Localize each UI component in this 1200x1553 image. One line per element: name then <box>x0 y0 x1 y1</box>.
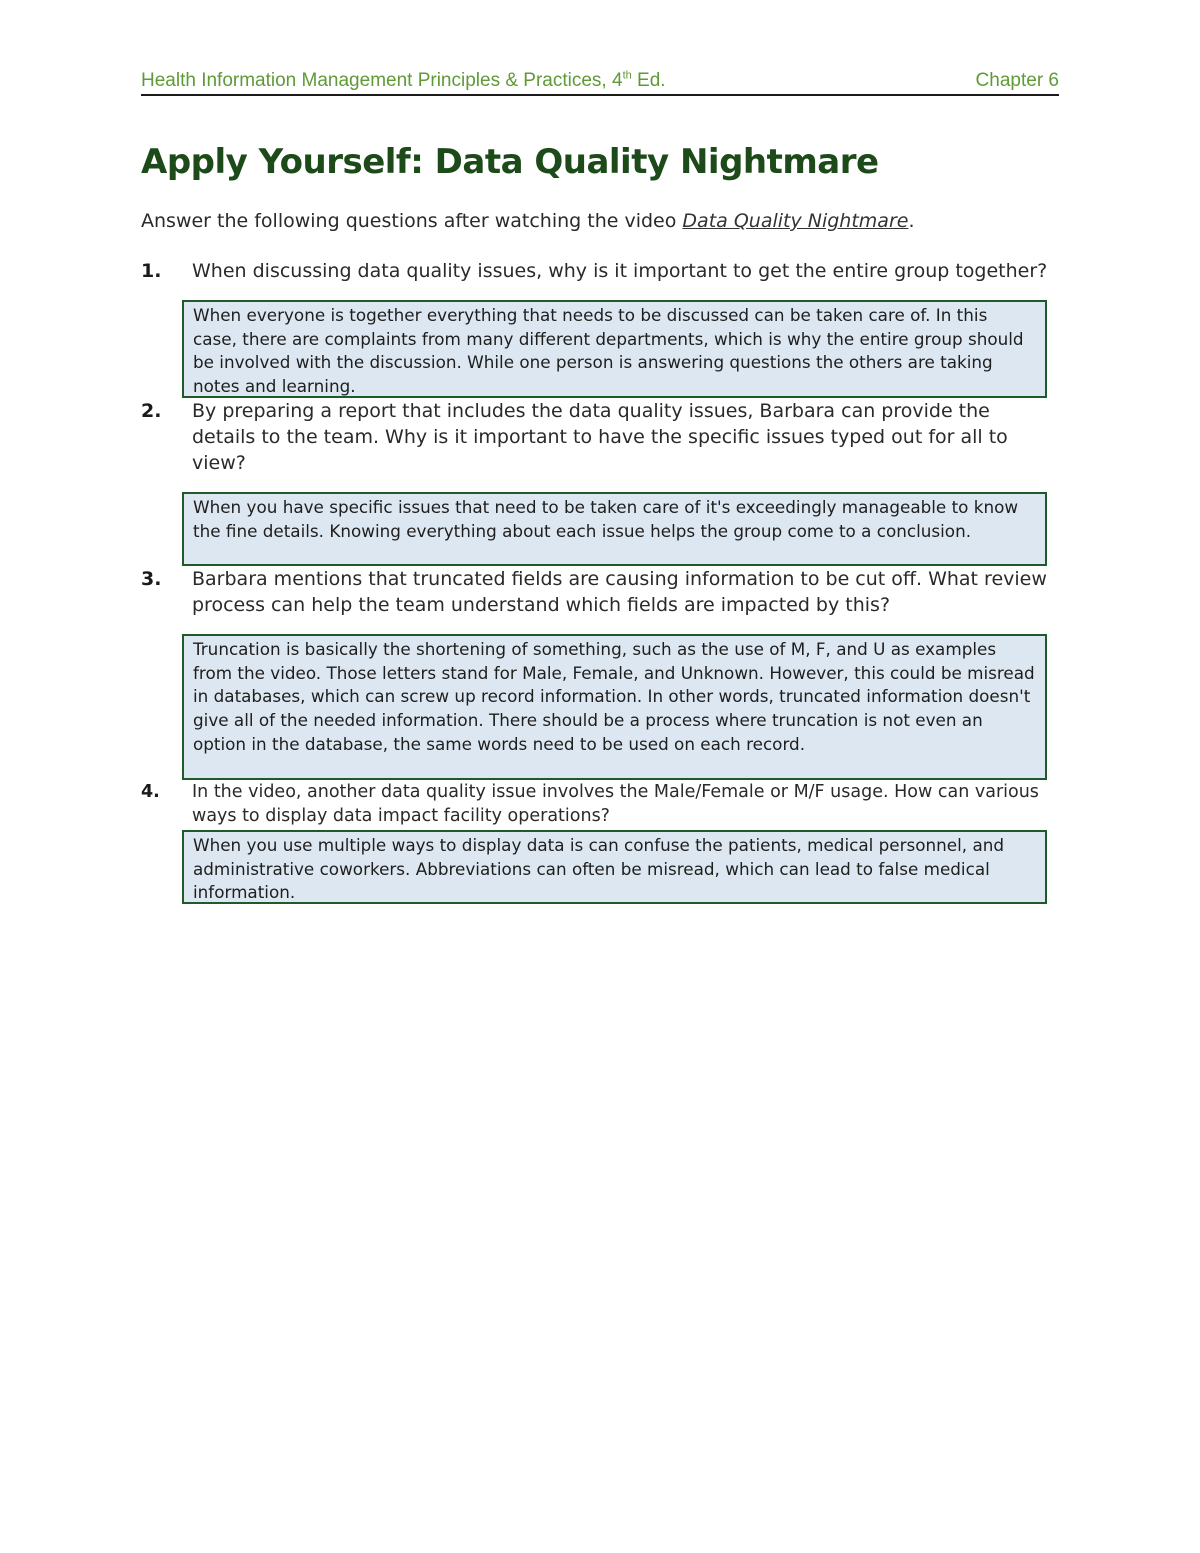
answer-field[interactable]: When you use multiple ways to display data is can confuse the patients, medical personnel, and administrative coworkers. Abbreviations can often be misread, which can lead to false medical information. <box>182 830 1047 904</box>
question-item-1 <box>141 258 1059 398</box>
question-row <box>141 780 1059 828</box>
answer-field[interactable]: When everyone is together everything that needs to be discussed can be taken care of. In this case, there are complaints from many different departments, which is why the entire group should be involved with the discussion. While one person is answering questions the others are taking notes and learning. <box>182 300 1047 398</box>
instructions-suffix: . <box>908 210 915 232</box>
instructions <box>141 208 1059 234</box>
answer-field[interactable]: Truncation is basically the shortening of something, such as the use of M, F, and U as examples from the video. Those letters stand for Male, Female, and Unknown. However, this could be misread in databases, which can screw up record information. In other words, truncated information doesn't give all of the needed information. There should be a process where truncation is not even an option in the database, the same words need to be used on each record. <box>182 634 1047 780</box>
question-row <box>141 398 1059 476</box>
question-number: 3. <box>141 568 162 590</box>
question-list <box>141 258 1059 904</box>
question-row <box>141 566 1059 618</box>
question-item-3 <box>141 566 1059 780</box>
edition-suffix: Ed. <box>631 70 666 91</box>
question-text: In the video, another data quality issue involves the Male/Female or M/F usage. How can various ways to display data impact facility operations? <box>192 782 1039 826</box>
running-header <box>141 70 1059 96</box>
edition-superscript: th <box>622 69 632 82</box>
book-title <box>141 70 666 92</box>
document-page <box>141 70 1059 904</box>
page-title: Apply Yourself: Data Quality Nightmare <box>141 142 879 182</box>
question-text: Barbara mentions that truncated fields are causing information to be cut off. What review process can help the team understand which fields are impacted by this? <box>192 568 1047 616</box>
answer-field[interactable]: When you have specific issues that need to be taken care of it's exceedingly manageable to know the fine details. Knowing everything about each issue helps the group come to a conclusion. <box>182 492 1047 566</box>
question-item-4 <box>141 780 1059 904</box>
chapter-label: Chapter 6 <box>975 70 1059 91</box>
question-number: 1. <box>141 260 162 282</box>
question-number: 4. <box>141 782 160 802</box>
question-item-2 <box>141 398 1059 566</box>
question-text: When discussing data quality issues, why is it important to get the entire group together? <box>192 260 1048 282</box>
instructions-text: Answer the following questions after watching the video <box>141 210 683 232</box>
question-row <box>141 258 1059 284</box>
video-link[interactable]: Data Quality Nightmare <box>682 210 909 232</box>
book-title-text: Health Information Management Principles & Practices, 4 <box>141 70 623 91</box>
question-number: 2. <box>141 400 162 422</box>
question-text: By preparing a report that includes the data quality issues, Barbara can provide the details to the team. Why is it important to have the specific issues typed out for all to view? <box>192 400 1008 474</box>
